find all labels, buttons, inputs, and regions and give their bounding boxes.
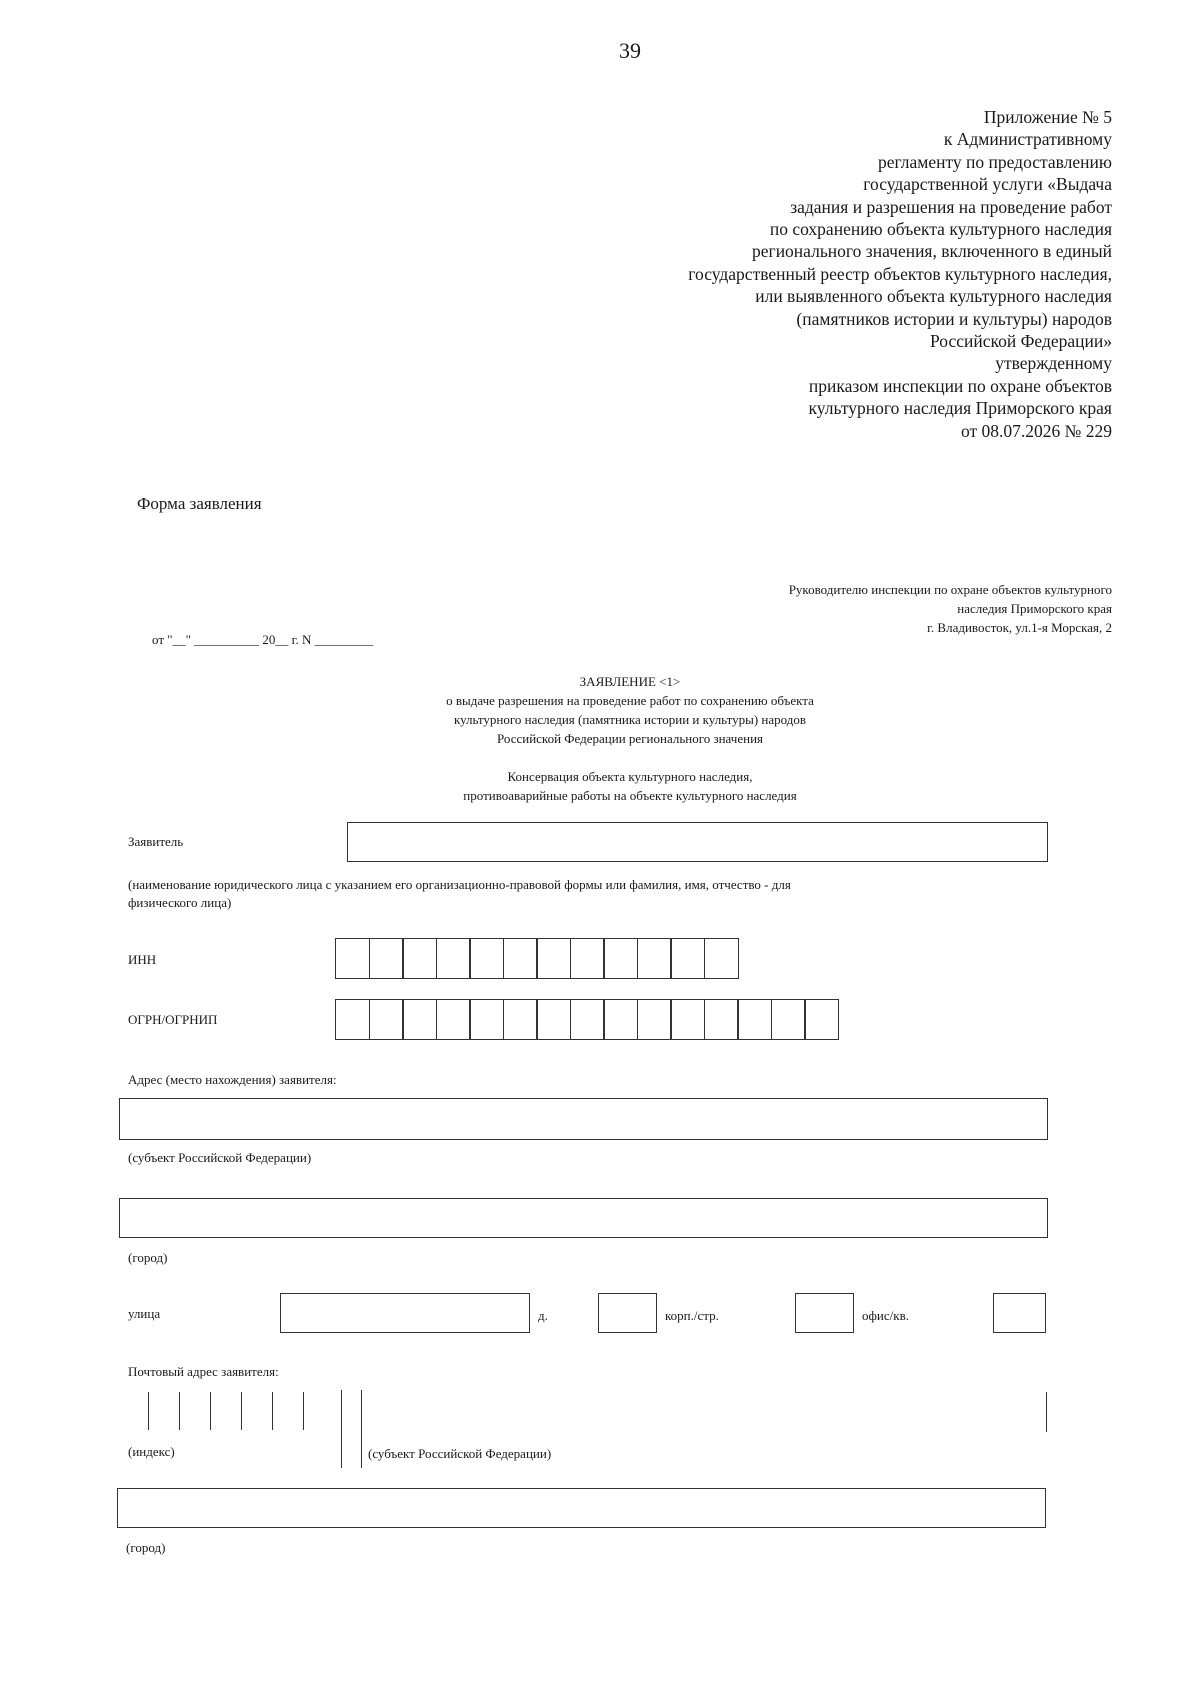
statement-line: о выдаче разрешения на проведение работ по сохранению объекта [446,693,814,708]
ogrn-digit-cell[interactable] [637,999,672,1040]
appendix-block [552,106,1112,442]
recipient-block [592,580,1112,637]
ogrn-digit-cell[interactable] [335,999,370,1040]
ogrn-digit-cell[interactable] [603,999,638,1040]
inn-label: ИНН [128,952,157,967]
inn-digit-cell[interactable] [503,938,538,979]
inn-digit-cell[interactable] [536,938,571,979]
building-field[interactable] [795,1293,854,1333]
building-label: корп./стр. [665,1308,719,1323]
statement-subtitle: противоаварийные работы на объекте культурного наследия [463,788,797,803]
inn-digit-cell[interactable] [637,938,672,979]
inn-digit-cell[interactable] [469,938,504,979]
inn-cells [335,938,737,979]
ogrn-label: ОГРН/ОГРНИП [128,1012,218,1027]
appendix-line: регионального значения, включенного в единый [752,241,1112,262]
city-note: (город) [128,1250,168,1265]
appendix-line: приказом инспекции по охране объектов [808,375,1112,396]
ogrn-digit-cell[interactable] [670,999,705,1040]
applicant-note-line: (наименование юридического лица с указанием его организационно-правовой формы или фамилия, имя, отчество - для [128,877,791,892]
form-title: Форма заявления [137,494,262,513]
index-separator [148,1392,149,1430]
ogrn-digit-cell[interactable] [704,999,739,1040]
field-separator [1046,1392,1047,1432]
inn-digit-cell[interactable] [670,938,705,979]
ogrn-digit-cell[interactable] [503,999,538,1040]
ogrn-digit-cell[interactable] [771,999,806,1040]
field-separator [341,1390,342,1468]
ogrn-digit-cell[interactable] [536,999,571,1040]
statement-line: Российской Федерации регионального значения [496,731,764,746]
applicant-note [128,876,1088,912]
ogrn-digit-cell[interactable] [737,999,772,1040]
appendix-line: государственный реестр объектов культурного наследия, [688,263,1112,284]
applicant-field[interactable] [347,822,1048,862]
city-field[interactable] [119,1198,1048,1238]
field-separator [361,1390,362,1468]
appendix-line: утвержденному [995,353,1112,374]
page-number: 39 [619,38,641,63]
recipient-line: Руководителю инспекции по охране объектов культурного [788,582,1112,597]
appendix-line: или выявленного объекта культурного наследия [755,286,1112,307]
appendix-line: государственной услуги «Выдача [863,174,1112,195]
inn-digit-cell[interactable] [603,938,638,979]
statement-title: ЗАЯВЛЕНИЕ <1> [579,674,681,689]
appendix-line: от 08.07.2026 № 229 [961,420,1112,441]
office-label: офис/кв. [862,1308,909,1323]
applicant-note-line: физического лица) [128,895,232,910]
postal-city-note: (город) [126,1540,166,1555]
street-field[interactable] [280,1293,530,1333]
subject-field[interactable] [119,1098,1048,1140]
recipient-line: г. Владивосток, ул.1-я Морская, 2 [927,620,1112,635]
postal-subject-note: (субъект Российской Федерации) [368,1446,552,1461]
appendix-line: Приложение № 5 [983,107,1112,127]
inn-digit-cell[interactable] [402,938,437,979]
index-note: (индекс) [128,1444,175,1459]
subject-note: (субъект Российской Федерации) [128,1150,312,1165]
appendix-line: (памятников истории и культуры) народов [796,308,1112,329]
index-separator [241,1392,242,1430]
appendix-line: к Административному [943,129,1112,150]
ogrn-digit-cell[interactable] [402,999,437,1040]
index-separator [272,1392,273,1430]
office-field[interactable] [993,1293,1046,1333]
address-label: Адрес (место нахождения) заявителя: [128,1072,337,1087]
index-separator [179,1392,180,1430]
appendix-line: задания и разрешения на проведение работ [790,196,1112,217]
index-cells[interactable] [148,1392,318,1430]
ogrn-digit-cell[interactable] [570,999,605,1040]
ogrn-digit-cell[interactable] [436,999,471,1040]
applicant-label: Заявитель [128,834,184,849]
ogrn-digit-cell[interactable] [804,999,839,1040]
inn-digit-cell[interactable] [369,938,404,979]
inn-digit-cell[interactable] [335,938,370,979]
inn-digit-cell[interactable] [704,938,739,979]
index-separator [303,1392,304,1430]
street-label: улица [128,1306,161,1321]
ogrn-digit-cell[interactable] [369,999,404,1040]
recipient-line: наследия Приморского края [957,601,1112,616]
postal-label: Почтовый адрес заявителя: [128,1364,279,1379]
house-field[interactable] [598,1293,657,1333]
ogrn-digit-cell[interactable] [469,999,504,1040]
statement-subtitle: Консервация объекта культурного наследия, [507,769,753,784]
date-number-line: от "__" __________ 20__ г. N _________ [152,632,374,647]
index-separator [210,1392,211,1430]
appendix-line: регламенту по предоставлению [877,151,1112,172]
appendix-line: культурного наследия Приморского края [808,398,1112,419]
postal-city-field[interactable] [117,1488,1046,1528]
appendix-line: Российской Федерации» [929,331,1112,352]
ogrn-cells [335,999,838,1040]
house-label: д. [538,1308,548,1323]
appendix-line: по сохранению объекта культурного наследия [769,219,1112,240]
inn-digit-cell[interactable] [436,938,471,979]
statement-line: культурного наследия (памятника истории и культуры) народов [453,712,807,727]
inn-digit-cell[interactable] [570,938,605,979]
